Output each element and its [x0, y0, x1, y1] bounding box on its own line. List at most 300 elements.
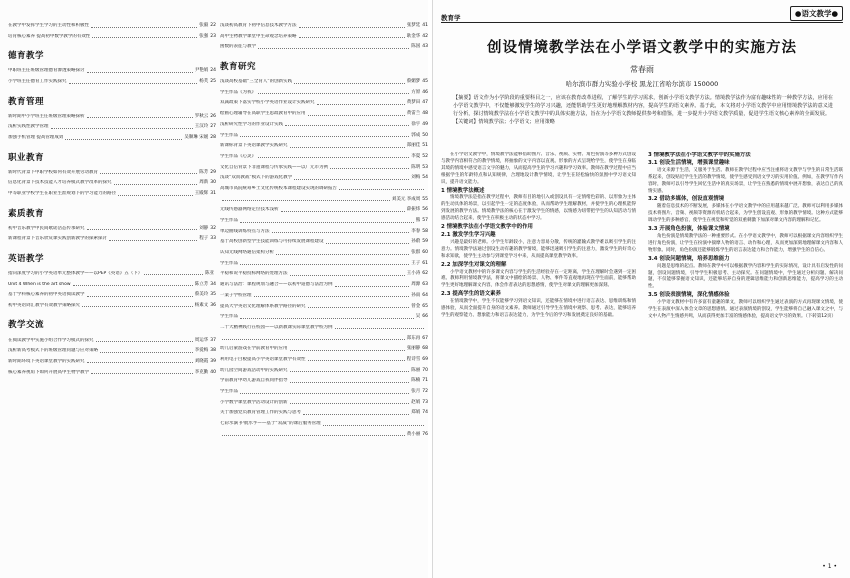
toc-leader-dots	[87, 117, 193, 118]
toc-entry-title: 新时代背景下中职学校如何有效开展劳动教育	[8, 169, 98, 175]
toc-entry[interactable]	[220, 249, 428, 256]
toc-entry-title: 幼儿启蒙游戏在学前教育中的应用	[220, 346, 288, 352]
article-paragraph: 兴趣是最好的老师。小学生年龄较小，注意力容易分散，传统的灌输式教学难以吸引学生的注意力。情境教学法通过创设生动有趣的教学情境，能够迅速吸引学生的注意力，激发学生的好奇心和求知欲，使学生主动参与到课堂学习中来，从而提高课堂教学效率。	[441, 239, 636, 259]
toc-entry-author: 王子	[411, 260, 421, 266]
toc-entry-page: 57	[422, 218, 428, 223]
toc-entry-author: 张强	[199, 33, 209, 39]
toc-entry-title: 浅析研究性学习的作业设计实践	[220, 121, 283, 127]
toc-leader-dots	[317, 104, 405, 105]
toc-entry-author: 王小涛	[406, 271, 421, 277]
toc-entry-author: 周新	[199, 180, 209, 186]
toc-entry-page: 39	[210, 358, 216, 364]
article-subheading: 3.4 创设问题情境，培养思维能力	[648, 255, 730, 262]
toc-entry[interactable]	[220, 78, 428, 85]
toc-entry-title: 小学数学课堂教学活动设计的创新	[220, 399, 288, 405]
article-affiliation: 哈尔滨市群力实验小学校 黑龙江省哈尔滨市 150000	[565, 80, 719, 88]
toc-entry-title: 学生作品《为我》	[220, 89, 256, 95]
toc-leader-dots	[222, 339, 405, 340]
toc-entry[interactable]	[220, 131, 428, 138]
toc-leader-dots	[308, 307, 410, 308]
toc-leader-dots	[240, 318, 414, 319]
toc-entry[interactable]	[8, 291, 216, 298]
toc-leader-dots	[258, 48, 409, 49]
toc-entry-title: 高城市高院统筹乡土文化传统校本课程建设实现的调研报告	[220, 185, 337, 191]
toc-entry-author: 杨芙	[199, 79, 209, 85]
toc-entry[interactable]	[220, 121, 428, 128]
toc-leader-dots	[222, 200, 390, 201]
toc-entry-page: 66	[422, 314, 428, 320]
toc-entry-author: 孙雨	[411, 292, 421, 298]
toc-entry[interactable]	[8, 190, 216, 197]
toc-entry-title: 浅谈初高教育下初中信息技术教学方法	[220, 23, 297, 29]
toc-entry[interactable]	[220, 206, 428, 213]
toc-entry-title: 浅谈“双而教战”模式下的游戏化教学	[220, 175, 293, 181]
toc-entry-author: 孙蔚	[411, 239, 421, 245]
toc-column-left	[8, 22, 216, 379]
header-column-badge: ●语文教学●	[790, 6, 843, 21]
article-page	[432, 0, 850, 578]
toc-entry-title: 新课标背景下英语课教学实践研究	[220, 143, 288, 149]
toc-leader-dots	[222, 435, 405, 436]
toc-entry-author: 陈立芳	[194, 281, 209, 287]
toc-entry[interactable]	[220, 270, 428, 277]
toc-entry-author: 赵娟	[411, 399, 421, 405]
toc-entry-author: 陈国	[411, 44, 421, 50]
toc-entry[interactable]	[220, 431, 428, 438]
article-subheading: 2.3 提高学生的语文素养	[441, 291, 501, 298]
toc-entry[interactable]	[8, 67, 216, 74]
toc-entry[interactable]	[220, 163, 428, 170]
toc-entry-author: 张月	[411, 389, 421, 394]
toc-entry-title: 中等职业学校学生在职业生涯规划下的学习能力的路径	[8, 191, 116, 196]
toc-entry[interactable]	[220, 292, 428, 299]
toc-entry-page: 30	[210, 180, 216, 186]
toc-entry-title: 新时期中小学班主任班级管理策略探析	[8, 113, 85, 119]
toc-entry-author: 薛振炜	[406, 207, 421, 213]
toc-entry[interactable]	[8, 369, 216, 376]
toc-leader-dots	[109, 240, 197, 241]
article-paragraph: 语文来源于生活，又服务于生活。教师在教学过程中应当注重将语文教学与学生的日常生活联系起来，创设贴近学生生活的教学情境，使学生感受到语文学习的实用价值。例如，在教学写作内容时，教师可以引导学生回忆生活中的真实场景，让学生在熟悉的情境中展开想象，表达自己的真情实感。	[648, 167, 843, 194]
toc-entry-title: 新时期环境下英语课堂教学的实践研究	[8, 358, 85, 364]
toc-leader-dots	[69, 83, 198, 84]
toc-entry-title: 浅析新高考模式下的班级管理问题与应对策略	[8, 348, 98, 354]
toc-leader-dots	[290, 275, 405, 276]
toc-entry-title: 函数的表征与教学	[220, 44, 256, 50]
toc-leader-dots	[240, 264, 409, 265]
toc-entry-author: 李夏	[411, 153, 421, 159]
article-title: 创设情境教学法在小学语文教学中的实施方法	[487, 40, 797, 56]
toc-entry[interactable]	[220, 238, 428, 245]
toc-entry-author: 吴	[415, 314, 421, 320]
toc-entry[interactable]	[220, 43, 428, 50]
toc-leader-dots	[290, 350, 405, 351]
toc-entry-page: 68	[422, 346, 428, 352]
toc-leader-dots	[294, 179, 409, 180]
toc-entry-author: 尹艳娟	[194, 68, 209, 74]
toc-entry-title: 基于高校创新型学生技能训练与可持续发展课程建设	[220, 239, 324, 245]
toc-entry-author: 黄小丽	[406, 431, 421, 437]
toc-entry-title: 信息化背景下技术技能人才培养模式教学改革的探究	[8, 180, 112, 186]
toc-entry-author: 刘静	[199, 225, 209, 231]
toc-entry-page: 46	[422, 89, 428, 95]
toc-entry-page: 54	[422, 175, 428, 181]
header-section-label: 教育学	[441, 14, 461, 22]
toc-entry-title: 浅析实践性教学管理	[8, 124, 49, 130]
toc-entry-page: 32	[210, 225, 216, 231]
toc-entry-title: 一案子学校管理	[220, 292, 252, 298]
toc-entry-author: 周源	[411, 282, 421, 288]
toc-leader-dots	[65, 139, 182, 140]
toc-entry-page: 25	[210, 79, 216, 85]
toc-entry-page: 24	[210, 68, 216, 74]
toc-entry-title: 学生作品	[220, 218, 238, 223]
toc-entry-page: 56	[422, 207, 428, 213]
toc-entry-page: 22	[210, 23, 216, 29]
toc-entry-author: 罗秋云	[194, 113, 209, 119]
toc-entry[interactable]	[220, 324, 428, 331]
toc-entry-author: 张毅	[199, 23, 209, 29]
toc-entry-author: 熊	[415, 218, 421, 223]
toc-leader-dots	[326, 243, 410, 244]
toc-leader-dots	[73, 285, 193, 286]
toc-leader-dots	[91, 27, 197, 28]
toc-entry[interactable]	[220, 420, 428, 427]
toc-entry[interactable]	[220, 153, 428, 160]
running-header	[441, 8, 843, 23]
toc-entry[interactable]	[220, 377, 428, 384]
toc-entry-author: 陈楠	[411, 378, 421, 384]
article-subheading: 3.3 开展角色扮演，体验课文情境	[648, 226, 730, 233]
toc-entry[interactable]	[220, 33, 428, 40]
toc-entry-author: 徐宇	[411, 121, 421, 127]
toc-entry[interactable]	[8, 179, 216, 186]
toc-entry-title: 学生作品	[220, 132, 238, 138]
toc-leader-dots	[335, 328, 425, 329]
toc-entry-author: 张丽静	[406, 346, 421, 352]
toc-entry-page: 60	[422, 250, 428, 256]
toc-entry-page: 33	[210, 236, 216, 242]
toc-leader-dots	[290, 382, 410, 383]
article-body	[441, 152, 843, 557]
toc-entry[interactable]	[220, 89, 428, 96]
toc-leader-dots	[144, 274, 203, 275]
toc-leader-dots	[285, 125, 409, 126]
article-subheading: 3.1 创设生活情境，增强课堂趣味	[648, 159, 730, 166]
toc-entry-title: 利用电子白板提高小学英语课堂教学有效性	[220, 356, 306, 362]
toc-entry[interactable]	[220, 409, 428, 416]
toc-entry-title: 浅谈高校基础“三全育人”的创新实践	[220, 79, 293, 85]
toc-entry-page: 40	[210, 369, 216, 375]
toc-leader-dots	[339, 189, 424, 190]
toc-leader-dots	[276, 254, 409, 255]
toc-entry[interactable]	[220, 367, 428, 374]
toc-entry-page: 31	[210, 191, 216, 196]
toc-entry[interactable]	[220, 281, 428, 288]
toc-entry[interactable]	[220, 356, 428, 363]
toc-entry-author: 陈明	[411, 164, 421, 170]
toc-entry-author: 耿金华	[406, 33, 421, 39]
toc-entry-author: 蔡媚梦	[406, 79, 421, 85]
toc-entry-page: 48	[422, 111, 428, 117]
toc-leader-dots	[258, 157, 409, 158]
toc-entry-title: Unit 4 When is the art show	[8, 281, 71, 287]
toc-entry-page: 38	[210, 348, 216, 354]
toc-entry[interactable]	[220, 110, 428, 117]
toc-entry-page: 36	[210, 302, 216, 308]
toc-section-heading: 英语教学	[8, 253, 45, 264]
article-paragraph: 问题是思维的起点。教师在教学中可以根据教学内容和学生的实际情况，设计具有启发性的问题，创设问题情境，引导学生积极思考、主动探究。在问题情境中，学生通过分析问题、解决问题，不仅能够掌握语文知识，还能够培养自身的逻辑思维能力和创新思维能力，提高学习的主动性。	[648, 263, 843, 290]
toc-leader-dots	[308, 360, 405, 361]
toc-entry[interactable]	[8, 134, 216, 141]
toc-entry-page: 47	[422, 100, 428, 106]
toc-entry-title: 绘画心理辅导在高职学生思政教育中的应用	[220, 111, 306, 117]
toc-entry-title: 基于学科核心素养的初中英语阅读教学	[8, 292, 85, 298]
toc-entry-page: 76	[422, 431, 428, 437]
toc-entry-page: 69	[422, 356, 428, 362]
toc-entry-page: 73	[422, 399, 428, 405]
toc-entry-page: 26	[210, 113, 216, 119]
toc-entry-title: 核心素养视角下如何开展高中生物学教学	[8, 369, 89, 375]
toc-entry-author: 王汉玲	[194, 124, 209, 130]
article-subheading: 3.2 借助多媒体，创设直观情境	[648, 196, 725, 203]
toc-entry-author: 方原	[411, 89, 421, 95]
toc-entry-author: 程诗雪	[406, 356, 421, 362]
toc-leader-dots	[299, 37, 405, 38]
toc-entry[interactable]	[8, 358, 216, 365]
toc-entry[interactable]	[8, 113, 216, 120]
toc-entry[interactable]	[220, 345, 428, 352]
toc-entry-title: 提高大学英语文化理解体系教学路径的研究	[220, 303, 306, 309]
article-paragraph: 在小学语文教学中，情境教学法能够借助图片、音乐、视频、实物、角色扮演等多种方式创设与教学内容相符合的教学情境，将抽象的文字内容以直观、形象的方式呈现给学生，使学生在身临其境的情境中感受语言文字的魅力，从而提高学生的学习兴趣和学习效率。教师在教学过程中应当根据学生的年龄特点和认知规律，合理地设计教学情境，让学生在轻松愉快的氛围中学习语文知识，提升语文能力。	[441, 152, 636, 185]
toc-entry-page: 70	[422, 367, 428, 373]
toc-entry-title: 学生作品	[220, 389, 238, 394]
toc-entry[interactable]	[220, 302, 428, 309]
toc-entry-page: 50	[422, 132, 428, 138]
toc-entry-author: 程子	[199, 236, 209, 242]
toc-entry[interactable]	[220, 174, 428, 181]
article-subheading: 2 情境教学法在小学语文教学中的作用	[441, 224, 533, 231]
toc-entry-author: 杨素文	[194, 302, 209, 308]
toc-leader-dots	[272, 232, 410, 233]
toc-entry-title: 初中音乐教学中民间歌谣活态传承研究	[8, 225, 85, 231]
toc-entry[interactable]	[8, 336, 216, 343]
toc-leader-dots	[308, 115, 405, 116]
toc-entry-page: 37	[210, 337, 216, 343]
toc-entry[interactable]	[8, 123, 216, 130]
toc-entry-author: 刘美元 李成周	[391, 196, 421, 202]
toc-leader-dots	[87, 362, 193, 363]
toc-entry-author: 吴顺琳 宋媛	[184, 135, 209, 141]
toc-entry-author: 郑东再	[406, 335, 421, 341]
toc-entry-page: 42	[422, 33, 428, 39]
toc-entry-title: 高中生物教学课堂中生命观念培养策略	[220, 33, 297, 39]
toc-section-heading: 素质教育	[8, 208, 45, 219]
toc-entry[interactable]	[220, 334, 428, 341]
toc-entry-title: 小学班主任德育工作实践探究	[8, 79, 67, 85]
toc-entry-title: 平稳和说平稳投标网络的处理方法	[220, 271, 288, 277]
toc-column-right	[220, 22, 428, 441]
toc-entry[interactable]	[220, 99, 428, 106]
toc-section-heading: 职业教育	[8, 152, 45, 163]
toc-entry-page: 55	[422, 196, 428, 202]
article-subheading: 1 情境教学法概述	[441, 187, 485, 194]
page-number: • 1 •	[822, 563, 837, 570]
toc-leader-dots	[92, 37, 197, 38]
toc-entry[interactable]	[8, 235, 216, 242]
toc-entry-title: 学生作品	[220, 260, 238, 266]
toc-entry-title: 学生作品《心灵》	[220, 153, 256, 159]
toc-entry-title: 单边曲线训练特点与方法	[220, 228, 270, 234]
toc-entry-author: 郭成	[411, 132, 421, 138]
toc-entry[interactable]	[8, 347, 216, 354]
toc-leader-dots	[294, 83, 405, 84]
toc-entry[interactable]	[8, 280, 216, 287]
toc-section-heading: 教学交流	[8, 320, 45, 331]
toc-section-heading: 教育研究	[220, 61, 257, 72]
toc-entry-title: 无线传感器网络定位技术浅析	[220, 207, 279, 213]
toc-leader-dots	[281, 211, 405, 212]
toc-entry[interactable]	[8, 302, 216, 309]
toc-entry-author: 黄雷兰	[406, 111, 421, 117]
toc-entry[interactable]	[8, 33, 216, 40]
toc-entry-title: 幼儿园空间游戏活动中的实践研究	[220, 367, 288, 373]
toc-entry-page: 28	[210, 135, 216, 141]
toc-entry[interactable]	[8, 169, 216, 176]
toc-entry[interactable]	[220, 388, 428, 395]
toc-entry-page: 58	[422, 228, 428, 234]
toc-entry-author: 蔡美玲	[194, 292, 209, 298]
toc-entry-page: 72	[422, 389, 428, 394]
toc-leader-dots	[330, 168, 409, 169]
toc-entry-title: 中职班主任班级管理德育渗透策略探讨	[8, 68, 85, 74]
toc-entry-title: 通讯与法治：课程规划与融合——以初中道德与法治为例	[220, 282, 333, 288]
toc-leader-dots	[258, 93, 409, 94]
toc-entry-page: 53	[422, 164, 428, 170]
toc-entry-page: 62	[422, 271, 428, 277]
article-subheading: 2.2 加深学生对课文的理解	[441, 261, 507, 268]
toc-entry-page: 35	[210, 292, 216, 298]
toc-section-heading: 德育教学	[8, 51, 45, 62]
toc-entry-author: 郑娟	[411, 410, 421, 416]
toc-leader-dots	[254, 296, 410, 297]
toc-entry-page: 23	[210, 33, 216, 39]
toc-entry[interactable]	[220, 142, 428, 149]
toc-entry-page: 49	[422, 121, 428, 127]
toc-entry[interactable]	[8, 78, 216, 85]
toc-entry-author: 张群	[411, 250, 421, 256]
toc-entry[interactable]	[220, 260, 428, 267]
toc-leader-dots	[118, 195, 193, 196]
article-subheading: 2.1 激发学生学习兴趣	[441, 231, 496, 238]
toc-entry[interactable]	[8, 22, 216, 29]
toc-entry[interactable]	[8, 270, 216, 277]
toc-entry-title: 新课程背景下音乐欣赏课实践创新教学的探索探讨	[8, 236, 107, 242]
toc-entry-author: 黄梦田	[406, 100, 421, 106]
toc-entry-author: 刘晓霞	[194, 358, 209, 364]
toc-leader-dots	[51, 128, 193, 129]
toc-leader-dots	[290, 147, 405, 148]
toc-leader-dots	[299, 27, 405, 28]
toc-entry-page: 45	[422, 79, 428, 85]
toc-entry-author: 李爱梅	[194, 348, 209, 354]
toc-entry[interactable]	[220, 399, 428, 406]
toc-entry-author: 刘梅	[411, 175, 421, 181]
toc-leader-dots	[335, 286, 410, 287]
toc-entry-title: 培育核心素养 提高初中数学教学的有效性	[8, 33, 91, 39]
article-paragraph: 小学语文教材中有许多富有童趣的课文，教师可以组织学生通过表演的方式再现课文情境，使学生在表演中深入体会文章的思想感情。通过表演情境的创设，学生能够将自己融入课文之中，与文中人物产生情感共鸣，从而获得更加丰富的情感体验，提高语文学习的效果。（下转第12页）	[648, 300, 843, 319]
article-paragraph: 情境教学法是指在教学过程中，教师有目的地引入或创设具有一定情绪色彩的、以形象为主体的生动具体的场景，以引起学生一定的态度体验，从而帮助学生理解教材，并使学生的心理机能得到发展的教学方法。情境教学法的核心在于激发学生的情感，以情感为纽带把学生的认知活动与情感活动结合起来，使学生在积极主动的状态中学习。	[441, 195, 636, 222]
toc-entry-author: 王殿辉	[194, 191, 209, 196]
toc-entry-title: 在阅读教学中实施小组合作学习模式的探究	[8, 337, 94, 343]
article-subheading: 3.5 创设表演情境，深化情感体验	[648, 292, 730, 299]
toc-entry-author: 周运华	[194, 337, 209, 343]
toc-leader-dots	[100, 352, 193, 353]
toc-entry[interactable]	[220, 185, 428, 192]
toc-entry-title: 加强手机管理 提高管理成效	[8, 135, 64, 141]
toc-leader-dots	[96, 341, 193, 342]
toc-entry-page: 74	[422, 410, 428, 416]
toc-leader-dots	[82, 306, 193, 307]
toc-entry-page: 65	[422, 303, 428, 309]
toc-entry[interactable]	[220, 313, 428, 320]
toc-section-heading: 教育管理	[8, 96, 45, 107]
keywords-text: 【关键词】情境教学法；小学语文；应用策略	[453, 119, 555, 125]
toc-leader-dots	[240, 136, 409, 137]
toc-entry-author: 陈亚	[205, 270, 214, 276]
toc-leader-dots	[323, 425, 424, 426]
toc-leader-dots	[87, 296, 193, 297]
toc-entry[interactable]	[8, 225, 216, 232]
toc-entry-author: 李春	[411, 228, 421, 234]
toc-entry-author: 张梦廷	[406, 23, 421, 29]
toc-entry-page: 71	[422, 378, 428, 384]
toc-entry-title: 在教学中发挥学生学习的主动性和积极性	[8, 23, 89, 29]
toc-leader-dots	[87, 229, 198, 230]
toc-entry-title: 认知无线网络通信架构分析	[220, 250, 274, 256]
toc-entry-title: 七彩水滴 护航水孚——基于“双减”的课后服务管理	[220, 421, 321, 427]
toc-entry-author: 陈芳	[199, 169, 209, 175]
article-paragraph: 随着信息技术的不断发展，多媒体在小学语文教学中的应用越来越广泛。教师可以利用多媒体技术将图片、音频、视频等资源有机结合起来，为学生创设直观、形象的教学情境。这种方式能够调动学生的多种感官，使学生在视觉和听觉的双重刺激下加深对课文内容的理解和记忆。	[648, 204, 843, 224]
article-paragraph: 小学语文教材中的许多课文内容与学生的生活经验存在一定距离，学生在理解时会遇到一定困难。教师利用情境教学法，将课文中描绘的场景、人物、事件等直观地再现在学生面前，能够帮助学生更好地理解课文内容，体会作者表达的思想感情，使学生对课文的理解更加深刻。	[441, 269, 636, 289]
article-paragraph: 角色扮演是情境教学法的一种重要形式。在小学语文教学中，教师可以根据课文内容组织学生进行角色扮演，让学生在扮演中揣摩人物的语言、动作和心理，从而更加深刻地理解课文内容和人物形象。同时，角色扮演还能够锻炼学生的语言表达能力和合作能力，增强学生的自信心。	[648, 233, 843, 253]
toc-entry-author: 曾金	[411, 303, 421, 309]
toc-entry-page: 29	[210, 169, 216, 175]
toc-leader-dots	[290, 403, 410, 404]
toc-leader-dots	[303, 414, 409, 415]
toc-entry-page: 63	[422, 282, 428, 288]
toc-leader-dots	[91, 373, 193, 374]
toc-entry-author: 郑丽佳	[406, 143, 421, 149]
toc-entry-author: 李克勤	[194, 369, 209, 375]
toc-entry-title: 初中英语词汇教学有效教学策略探究	[8, 302, 80, 308]
toc-entry[interactable]	[220, 196, 428, 203]
toc-entry-title: 二十大精神践行在校园——以新教课实际课堂教学校为例	[220, 324, 333, 330]
toc-entry-page: 61	[422, 260, 428, 266]
toc-entry-title: 学生作品	[220, 314, 238, 320]
toc-entry[interactable]	[220, 217, 428, 224]
toc-leader-dots	[114, 184, 198, 185]
article-author: 常春雨	[630, 65, 654, 74]
toc-entry[interactable]	[220, 22, 428, 29]
toc-entry[interactable]	[220, 228, 428, 235]
toc-entry-page: 59	[422, 239, 428, 245]
toc-entry-page: 52	[422, 153, 428, 159]
article-paragraph: 在情境教学中，学生不仅能够学习到语文知识，还能够在情境中进行语言表达、思维训练和情感体验，从而全面提升自身的语文素养。教师通过引导学生在情境中观察、思考、表达，能够培养学生的观察能力、想象能力和语言表达能力，为学生今后的学习和发展奠定良好的基础。	[441, 299, 636, 318]
abstract-text: 【摘要】语文作为小学阶段的重要科目之一，应该在教育改革进程，了解学生的学习需求，创新小学语文教学方法。情境教学法作为富有趣味性的一种教学方法，应用在小学语文教学中，不仅能够激发学生的学习兴趣，还能帮助学生更好地理解教材内容，提高学生的语文素养。基于此，本文将对小学语文教学中应用情境教学法的意义进行分析，探讨情境教学法在小学语文教学中的具体实施方法，旨在为小学语文教师提供参考和借鉴，进一步提升小学语文教学质量，促进学生语文核心素养的全面发展。	[453, 95, 833, 117]
toc-entry-page: 34	[210, 281, 216, 287]
toc-leader-dots	[290, 371, 410, 372]
article-abstract	[453, 94, 833, 126]
